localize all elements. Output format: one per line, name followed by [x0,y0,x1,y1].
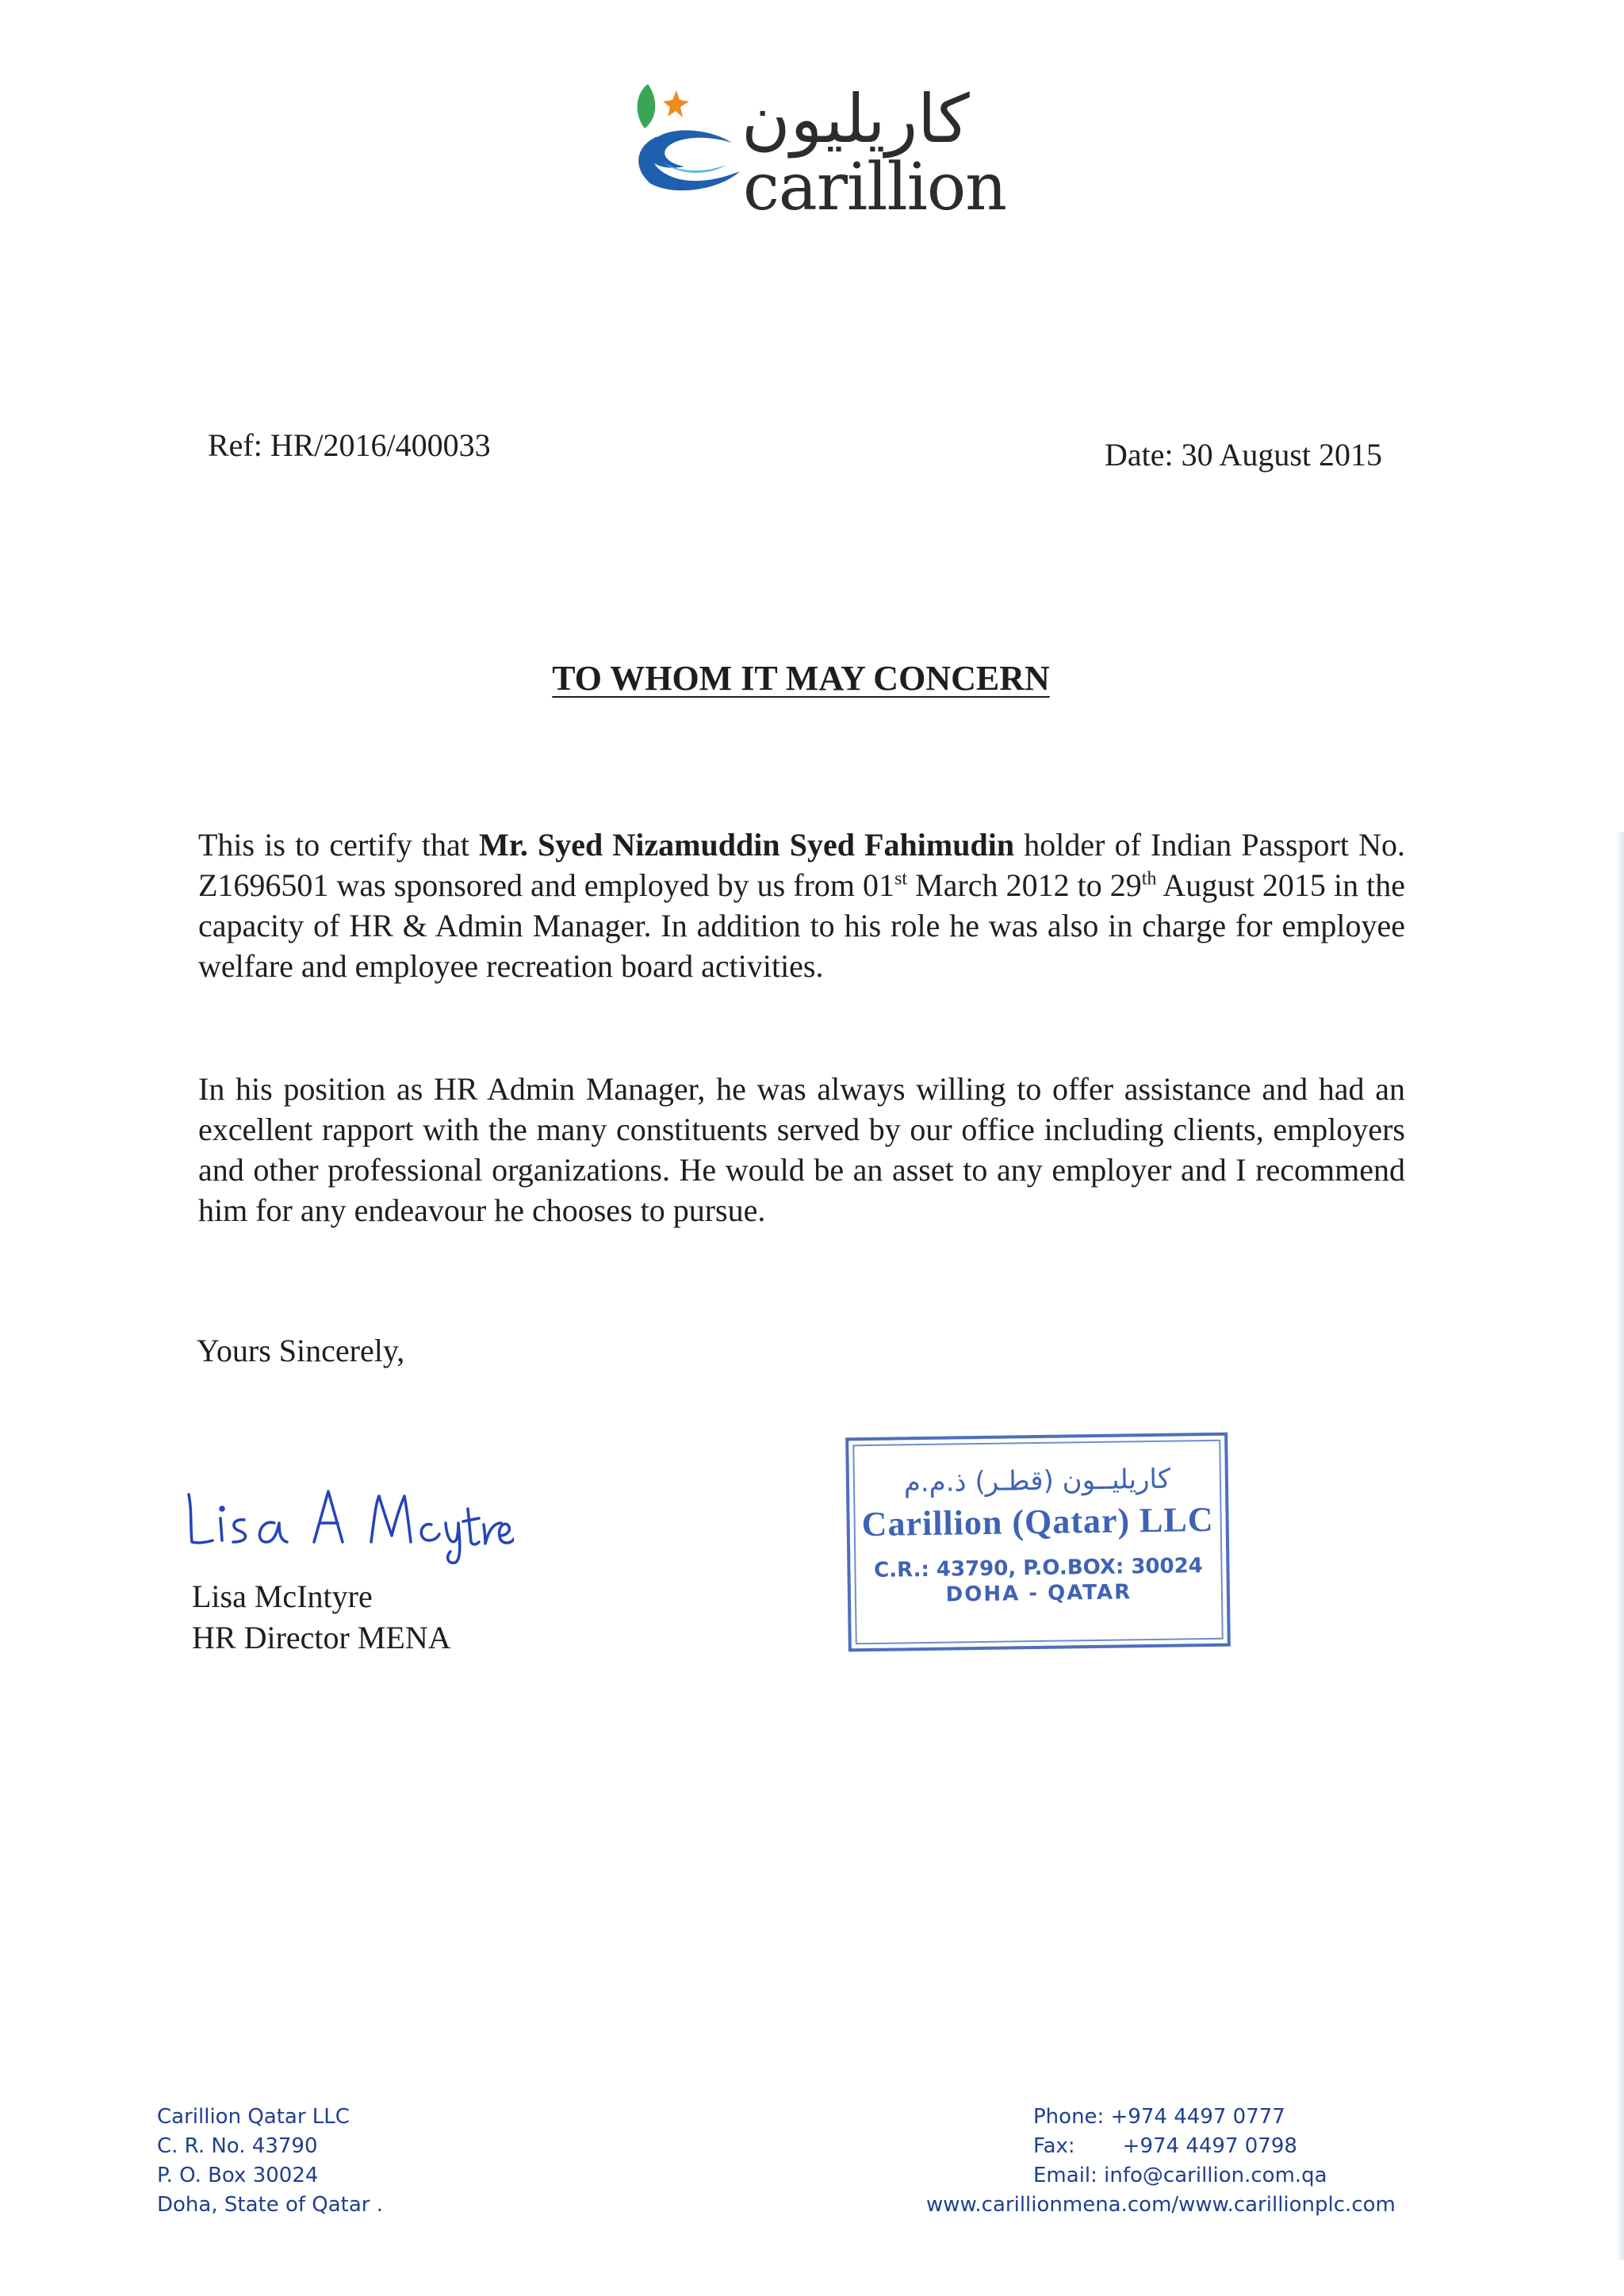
paragraph-certification [198,825,1405,986]
footer-cr-number: C. R. No. 43790 [157,2134,318,2158]
company-logo [630,79,1011,226]
footer-city: Doha, State of Qatar . [157,2193,384,2217]
footer-fax-number: +974 4497 0798 [1122,2134,1297,2158]
p1-sup-1: st [894,868,908,890]
footer-phone: Phone: +974 4497 0777 [1033,2105,1285,2129]
company-stamp [845,1433,1231,1652]
carillion-logo-icon [630,79,749,214]
footer-fax [926,2132,1396,2161]
employee-name: Mr. Syed Nizamuddin Syed Fahimudin [479,827,1015,863]
stamp-company-name: Carillion (Qatar) LLC [861,1499,1214,1544]
p1-text-1: This is to certify that [198,827,480,863]
heading-text: TO WHOM IT MAY CONCERN [552,659,1050,698]
reference-number: Ref: HR/2016/400033 [208,427,491,463]
stamp-registration: C.R.: 43790, P.O.BOX: 30024 [873,1554,1203,1582]
p1-text-4: August 2015 in the capacity of HR & Admin Manager. In addition to his role he was also in charge for employee welfare and employee recreation board activities. [198,867,1406,984]
p1-sup-2: th [1141,868,1157,890]
paragraph-recommendation: In his position as HR Admin Manager, he was always willing to offer assistance and had an excellent rapport with the many constituents served by our office including clients, employers and other professional organizations. He would be an asset to any employer and I recommend him for any endeavour he chooses to pursue. [198,1071,1405,1228]
stamp-arabic-name: كاريليــون (قطـر) ذ.م.م [903,1463,1171,1499]
footer-fax-label: Fax: [1033,2134,1075,2158]
p1-text-3: March 2012 to 29 [907,867,1142,903]
stamp-city: DOHA - QATAR [945,1580,1132,1607]
letter-date: Date: 30 August 2015 [1105,437,1382,473]
letter-heading [0,658,1602,698]
signer-name: Lisa McIntyre [192,1578,373,1614]
handwritten-signature [181,1463,514,1566]
footer-email: Email: info@carillion.com.qa [1033,2164,1327,2187]
footer-website: www.carillionmena.com/www.carillionplc.com [926,2193,1396,2217]
footer-contact [926,2103,1396,2220]
scan-edge-shadow [1616,832,1624,2260]
signer-title: HR Director MENA [192,1620,451,1655]
footer-company: Carillion Qatar LLC [157,2105,350,2129]
logo-arabic-text: كاريليون [741,80,970,158]
footer-po-box: P. O. Box 30024 [157,2164,319,2187]
logo-wordmark: carillion [743,150,1007,225]
closing-salutation: Yours Sincerely, [197,1333,405,1368]
p1-text-2: holder of Indian Passport No. Z1696501 was sponsored and employed by us from 01 [198,827,1405,903]
footer-address [157,2103,383,2220]
